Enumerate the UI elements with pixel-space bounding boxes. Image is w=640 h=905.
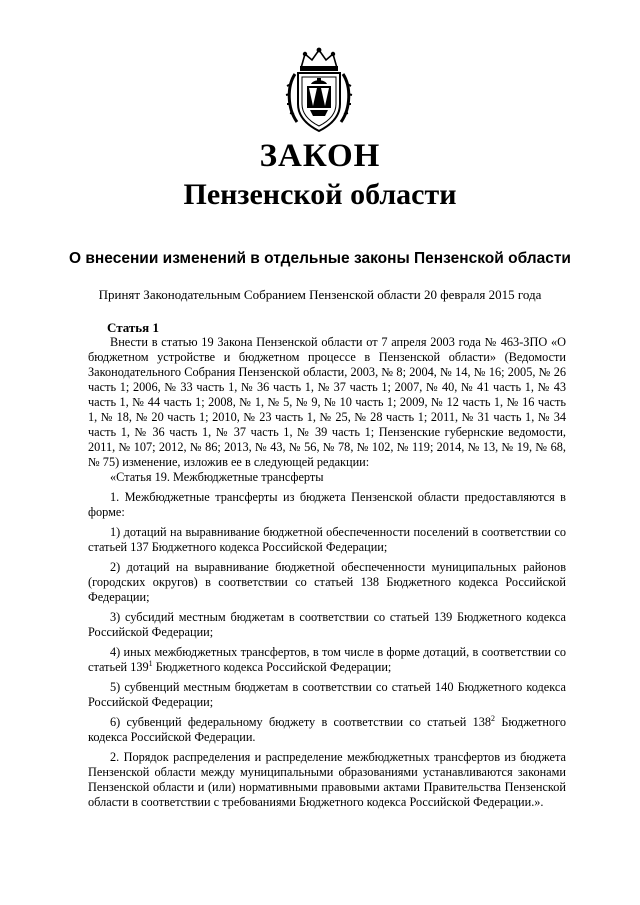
list-item-6-text-a: 6) субвенций федеральному бюджету в соответствии со статьей 138 xyxy=(110,715,492,729)
list-item-4-text-b: Бюджетного кодекса Российской Федерации; xyxy=(152,660,392,674)
list-item-4-text-a: 4) иных межбюджетных трансфертов, в том числе в форме дотаций, в соответствии со статьей 139 xyxy=(88,645,566,674)
paragraph-1: 1. Межбюджетные трансферты из бюджета Пензенской области предоставляются в форме: xyxy=(88,490,566,519)
list-item-4 xyxy=(88,645,566,675)
penza-coat-of-arms-emblem xyxy=(283,46,355,136)
list-item-5: 5) субвенций местным бюджетам в соответствии со статьей 140 Бюджетного кодекса Российской Федерации; xyxy=(88,680,566,709)
article-intro-paragraph: Внести в статью 19 Закона Пензенской области от 7 апреля 2003 года № 463-ЗПО «О бюджетном устройстве и бюджетном процессе в Пензенской области» (Ведомости Законодательного Собрания Пензенской области, 2003, № 8; 2004, № 14, № 16; 2005, № 26 часть 1; 2006, № 33 часть 1, № 36 часть 1, № 37 часть 1; 2007, № 40, № 41 часть 1, № 43 часть 1, № 44 часть 1; 2008, № 1, № 5, № 9, № 10 часть 1; 2009, № 12 часть 1, № 16 часть 1, № 18, № 20 часть 1; 2010, № 23 часть 1, № 25, № 28 часть 1; 2011, № 31 часть 1, № 34 часть 1, № 36 часть 1, № 37 часть 1, № 39 часть 1; Пензенские губернские ведомости, 2011, № 107; 2012, № 86; 2013, № 43, № 56, № 78, № 102, № 119; 2014, № 13, № 19, № 68, № 75) изменение, изложив ее в следующей редакции: xyxy=(88,335,566,469)
document-title: ЗАКОН xyxy=(259,138,381,174)
adoption-note: Принят Законодательным Собранием Пензенской области 20 февраля 2015 года xyxy=(98,287,542,302)
list-item-2: 2) дотаций на выравнивание бюджетной обеспеченности муниципальных районов (городских округов) в соответствии со статьей 138 Бюджетного кодекса Российской Федерации; xyxy=(88,560,566,604)
article-body xyxy=(88,335,566,810)
quoted-article-heading: «Статья 19. Межбюджетные трансферты xyxy=(110,470,324,484)
list-item-3: 3) субсидий местным бюджетам в соответствии со статьей 139 Бюджетного кодекса Российской Федерации; xyxy=(88,610,566,639)
law-name-heading: О внесении изменений в отдельные законы Пензенской области xyxy=(69,250,571,267)
list-item-6-superscript: 2 xyxy=(491,713,496,723)
list-item-6 xyxy=(88,715,566,745)
document-subtitle: Пензенской области xyxy=(183,178,457,211)
article-heading: Статья 1 xyxy=(107,320,159,335)
list-item-1: 1) дотаций на выравнивание бюджетной обеспеченности поселений в соответствии со статьей 137 Бюджетного кодекса Российской Федерации; xyxy=(88,525,566,554)
paragraph-2: 2. Порядок распределения и распределение межбюджетных трансфертов из бюджета Пензенской области между муниципальными образованиями устанавливаются законами Пензенской области и (или) нормативными правовыми актами Правительства Пензенской области в соответствии с требованиями Бюджетного кодекса Российской Федерации.». xyxy=(88,750,566,809)
list-item-4-superscript: 1 xyxy=(148,658,153,668)
list-item-6-text-b: Бюджетного кодекса Российской Федерации. xyxy=(88,715,566,744)
